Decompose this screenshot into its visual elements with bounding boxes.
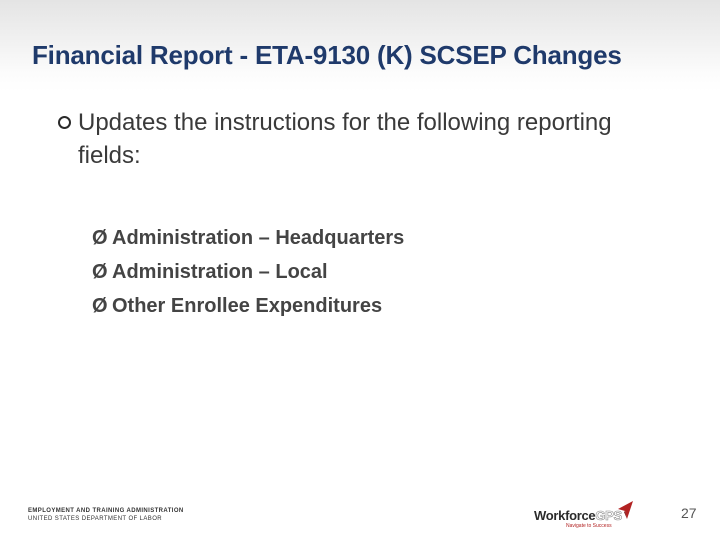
logo-brand-suffix: GPS xyxy=(595,508,622,523)
sub-bullet-text: Other Enrollee Expenditures xyxy=(112,295,383,317)
sub-bullet-text: Administration – Local xyxy=(112,261,328,283)
hollow-circle-bullet-icon xyxy=(58,116,71,129)
red-arrow-icon xyxy=(616,500,634,520)
logo-brand-text: Workforce xyxy=(534,508,596,523)
org-department: UNITED STATES DEPARTMENT OF LABOR xyxy=(28,516,162,522)
sub-bullet-item xyxy=(92,255,404,289)
sub-bullet-item xyxy=(92,289,404,323)
logo-tagline: Navigate to Success xyxy=(566,523,612,529)
page-number: 27 xyxy=(681,505,697,521)
logo-wordmark xyxy=(534,508,622,523)
workforcegps-logo xyxy=(534,500,634,530)
main-bullet-text: Updates the instructions for the following reporting fields: xyxy=(78,109,612,169)
sub-bullet-item xyxy=(92,221,404,255)
sub-bullet-text: Administration – Headquarters xyxy=(112,227,405,249)
sub-bullet-list xyxy=(92,221,404,323)
arrowhead-bullet-icon: Ø xyxy=(92,295,108,317)
arrowhead-bullet-icon: Ø xyxy=(92,227,108,249)
footer-org xyxy=(28,507,184,523)
org-name: EMPLOYMENT AND TRAINING ADMINISTRATION xyxy=(28,508,184,514)
slide-title: Financial Report - ETA-9130 (K) SCSEP Changes xyxy=(32,40,622,70)
arrowhead-bullet-icon: Ø xyxy=(92,261,108,283)
